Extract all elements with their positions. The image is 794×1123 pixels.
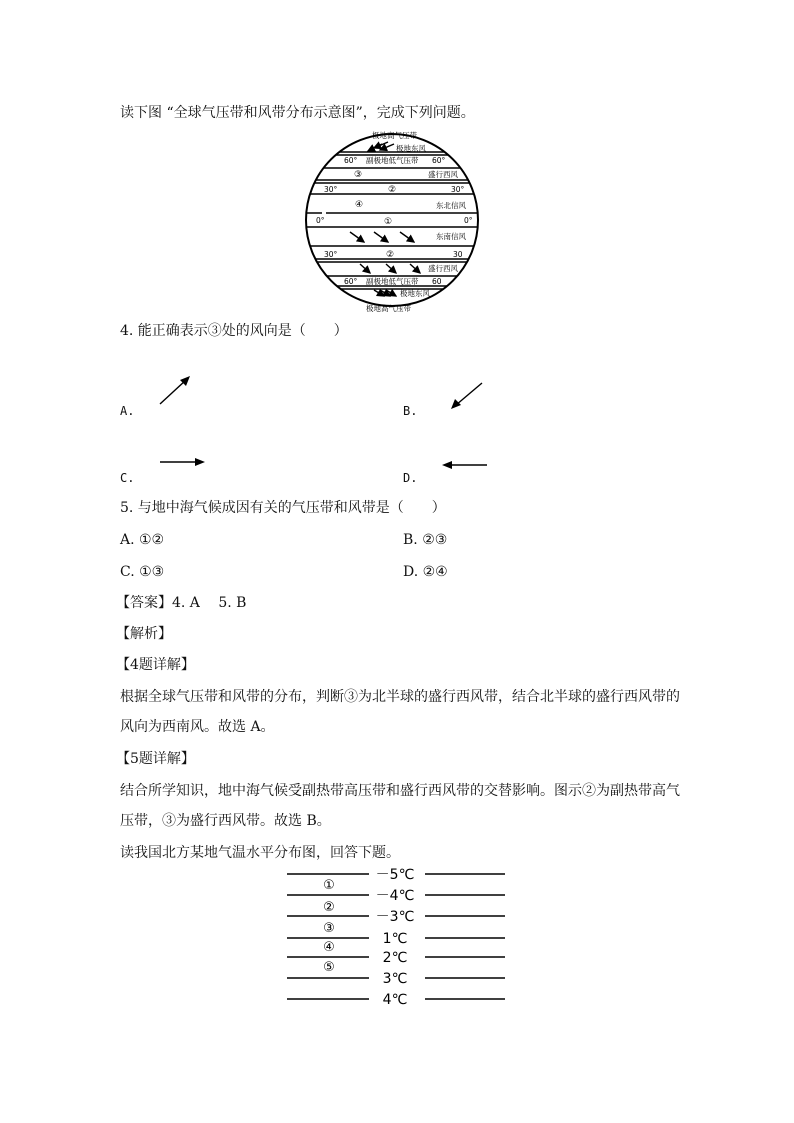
question-5-stem: 5. 与地中海气候成因有关的气压带和风带是（ ）	[120, 500, 446, 516]
isotherm-label-2: －4℃	[375, 888, 415, 904]
answer-line: 【答案】4. A 5. B	[116, 595, 247, 611]
region-marker-5: ⑤	[323, 960, 335, 975]
isotherm-label-5: 2℃	[382, 950, 408, 966]
question-intro: 读下图 “全球气压带和风带分布示意图”，完成下列问题。	[120, 105, 475, 121]
lat-30-n-right: 30°	[451, 185, 465, 194]
q5-option-d[interactable]: D. ②④	[403, 564, 448, 580]
label-polar-high-n: 极地高气压带	[372, 131, 417, 140]
label-polar-easterly-s: 极地东风	[400, 289, 430, 298]
q5-detail-text: 结合所学知识，地中海气候受副热带高压带和盛行西风带的交替影响。图示②为副热带高气压带，③为盛行西风带。故选 B。	[120, 783, 680, 829]
marker-3: ③	[354, 170, 363, 180]
marker-2-n: ②	[388, 185, 397, 195]
lat-60-s-left: 60°	[344, 277, 358, 286]
region-marker-4: ④	[323, 940, 335, 955]
q4-detail-title: 【4题详解】	[116, 657, 195, 673]
temperature-isotherm-diagram	[285, 864, 507, 1008]
question-4-stem: 4. 能正确表示③处的风向是（ ）	[120, 323, 348, 339]
lat-60-n-right: 60°	[432, 156, 446, 165]
label-polar-high-s: 极地高气压带	[366, 304, 411, 313]
region-marker-1: ①	[323, 878, 335, 893]
q5-option-b[interactable]: B. ②③	[403, 532, 448, 548]
marker-4: ④	[355, 200, 364, 210]
region-marker-2: ②	[323, 900, 335, 915]
q5-option-a[interactable]: A. ①②	[120, 532, 165, 548]
lat-60-s-right: 60	[432, 277, 442, 286]
label-westerly-s: 盛行西风	[428, 264, 458, 273]
pressure-wind-belt-diagram	[300, 126, 500, 318]
wind-arrow-se-trade-3	[400, 232, 414, 242]
q4-option-c-arrow-icon	[158, 455, 208, 469]
next-question-intro: 读我国北方某地气温水平分布图，回答下题。	[120, 845, 400, 861]
q4-option-d-arrow-icon	[440, 458, 490, 472]
wind-arrow-se-trade-2	[374, 232, 388, 242]
isotherm-label-6: 3℃	[382, 971, 408, 987]
wind-arrow-westerly-s-1	[360, 264, 370, 273]
isotherm-label-3: －3℃	[375, 909, 415, 925]
q4-detail-text: 根据全球气压带和风带的分布，判断③为北半球的盛行西风带，结合北半球的盛行西风带的风向为西南风。故选 A。	[120, 689, 680, 735]
label-polar-easterly-n: 极地东风	[396, 144, 426, 153]
lat-60-n-left: 60°	[344, 156, 358, 165]
label-ne-trade: 东北信风	[436, 201, 466, 210]
q5-option-c[interactable]: C. ①③	[120, 564, 165, 580]
label-subpolar-low-n: 副极地低气压带	[366, 156, 419, 165]
q4-option-b-label[interactable]: B.	[403, 404, 418, 418]
isotherm-label-7: 4℃	[382, 992, 408, 1008]
lat-30-n-left: 30°	[324, 185, 338, 194]
q4-option-d-label[interactable]: D.	[403, 471, 418, 485]
lat-0-left: 0°	[316, 216, 325, 225]
wind-arrow-westerly-s-3	[410, 264, 420, 273]
label-se-trade: 东南信风	[436, 232, 466, 241]
q4-option-a-arrow-icon	[156, 374, 196, 408]
q4-option-c-label[interactable]: C.	[120, 471, 135, 485]
wind-arrow-polar-n-3	[368, 144, 382, 151]
lat-30-s-right: 30	[453, 250, 463, 259]
wind-arrow-se-trade-1	[350, 232, 364, 242]
lat-0-right: 0°	[464, 216, 473, 225]
region-marker-3: ③	[323, 921, 335, 936]
wind-arrow-westerly-s-2	[386, 264, 396, 273]
isotherm-label-4: 1℃	[382, 931, 408, 947]
q4-option-a-label[interactable]: A.	[120, 404, 135, 418]
isotherm-label-1: －5℃	[375, 867, 415, 883]
marker-2-s: ②	[386, 250, 395, 260]
q4-option-b-arrow-icon	[448, 380, 488, 414]
label-westerly-n: 盛行西风	[428, 170, 458, 179]
q5-detail-title: 【5题详解】	[116, 751, 195, 767]
marker-1: ①	[384, 217, 393, 227]
analysis-title: 【解析】	[116, 626, 172, 642]
label-subpolar-low-s: 副极地低气压带	[366, 277, 419, 286]
lat-30-s-left: 30°	[324, 250, 338, 259]
